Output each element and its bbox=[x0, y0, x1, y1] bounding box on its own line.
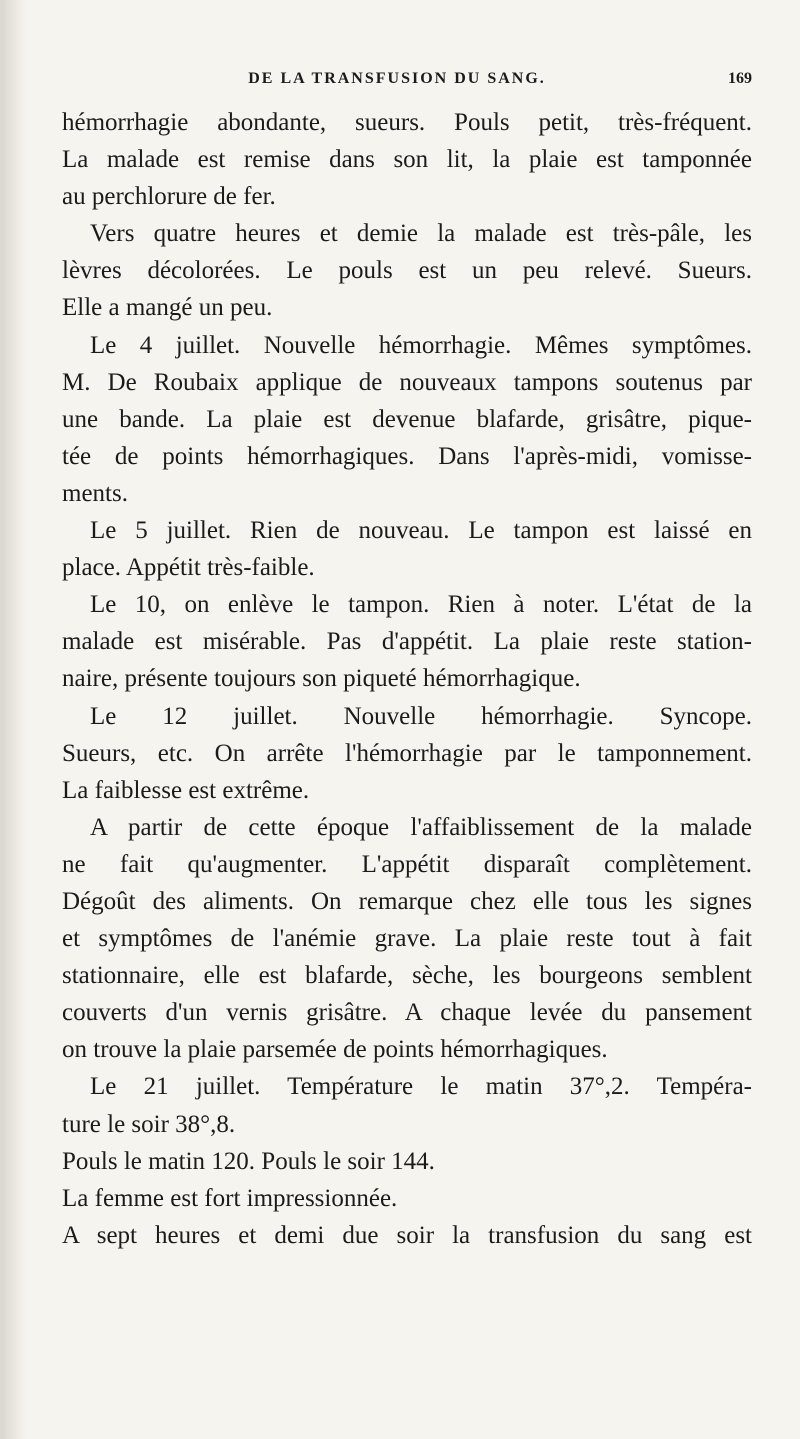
text-line: Le 4 juillet. Nouvelle hémorrhagie. Mêmes symptômes. bbox=[90, 331, 752, 359]
text-line: stationnaire, elle est blafarde, sèche, les bourgeons semblent bbox=[62, 962, 752, 990]
text-line: ture le soir 38°,8. bbox=[62, 1110, 236, 1138]
text-line: au perchlorure de fer. bbox=[62, 183, 276, 211]
text-line: hémorrhagie abondante, sueurs. Pouls petit, très-fréquent. bbox=[62, 109, 752, 136]
text-line: Sueurs, etc. On arrête l'hémorrhagie par le tamponnement. bbox=[62, 739, 752, 767]
text-line: Vers quatre heures et demie la malade est très-pâle, les bbox=[90, 220, 752, 248]
text-line: tée de points hémorrhagiques. Dans l'après-midi, vomisse- bbox=[62, 442, 752, 470]
text-line: place. Appétit très-faible. bbox=[62, 554, 315, 582]
text-line: malade est misérable. Pas d'appétit. La plaie reste station- bbox=[62, 628, 752, 656]
page-gutter-shadow bbox=[0, 0, 26, 1439]
text-line: La malade est remise dans son lit, la plaie est tamponnée bbox=[62, 146, 752, 174]
book-page bbox=[62, 70, 752, 1254]
text-line: M. De Roubaix applique de nouveaux tampons soutenus par bbox=[62, 368, 752, 396]
text-line: Dégoût des aliments. On remarque chez elle tous les signes bbox=[62, 887, 752, 915]
text-line: A partir de cette époque l'affaiblissement de la malade bbox=[90, 813, 752, 841]
text-line: Le 21 juillet. Température le matin 37°,2. Tempéra- bbox=[90, 1073, 752, 1101]
text-line: naire, présente toujours son piqueté hémorrhagique. bbox=[62, 665, 581, 693]
text-line: une bande. La plaie est devenue blafarde, grisâtre, pique- bbox=[62, 405, 752, 433]
text-line: A sept heures et demi due soir la transfusion du sang est bbox=[62, 1221, 752, 1249]
text-line: Pouls le matin 120. Pouls le soir 144. bbox=[62, 1147, 435, 1175]
text-line: ments. bbox=[62, 479, 128, 507]
text-line: La faiblesse est extrême. bbox=[62, 776, 310, 804]
running-header bbox=[62, 70, 752, 98]
text-line: lèvres décolorées. Le pouls est un peu relevé. Sueurs. bbox=[62, 257, 752, 285]
body-text bbox=[62, 104, 752, 1254]
running-title: DE LA TRANSFUSION DU SANG. bbox=[248, 70, 546, 87]
text-line: Le 5 juillet. Rien de nouveau. Le tampon est laissé en bbox=[90, 517, 752, 545]
text-line: ne fait qu'augmenter. L'appétit disparaît complètement. bbox=[62, 850, 752, 878]
page-number: 169 bbox=[728, 70, 752, 87]
text-line: Le 10, on enlève le tampon. Rien à noter. L'état de la bbox=[90, 591, 752, 619]
text-line: Elle a mangé un peu. bbox=[62, 294, 273, 322]
text-line: couverts d'un vernis grisâtre. A chaque levée du pansement bbox=[62, 999, 752, 1027]
text-line: Le 12 juillet. Nouvelle hémorrhagie. Syncope. bbox=[90, 702, 752, 730]
text-line: on trouve la plaie parsemée de points hémorrhagiques. bbox=[62, 1036, 608, 1064]
text-line: La femme est fort impressionnée. bbox=[62, 1184, 398, 1212]
text-line: et symptômes de l'anémie grave. La plaie reste tout à fait bbox=[62, 925, 752, 953]
